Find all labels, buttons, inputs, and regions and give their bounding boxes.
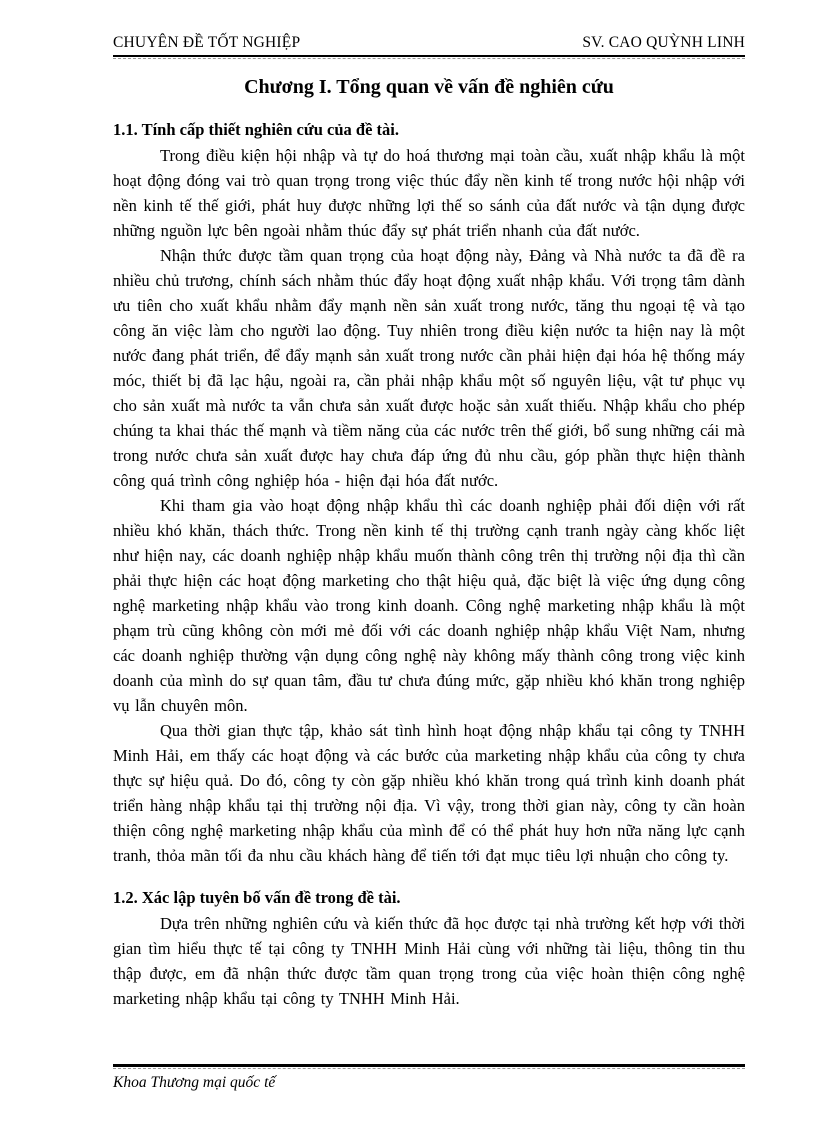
paragraph: Trong điều kiện hội nhập và tự do hoá thương mại toàn cầu, xuất nhập khẩu là một hoạt động đóng vai trò quan trọng trong việc thúc đẩy nền kinh tế trong nước hội nhập với nền kinh tế thế giới, phát huy được những lợi thế so sánh của đất nước và tận dụng được những nguồn lực bên ngoài nhằm thúc đẩy sự phát triển nhanh của đất nước. (113, 146, 745, 240)
paragraph: Khi tham gia vào hoạt động nhập khẩu thì các doanh nghiệp phải đối diện với rất nhiều khó khăn, thách thức. Trong nền kinh tế thị trường cạnh tranh ngày càng khốc liệt như hiện nay, các doanh nghiệp nhập khẩu muốn thành công trên thị trường nội địa thì cần phải thực hiện các hoạt động marketing cho thật hiệu quả, đặc biệt là việc ứng dụng công nghệ marketing nhập khẩu vào trong kinh doanh. Công nghệ marketing nhập khẩu là một phạm trù cũng không còn mới mẻ đối với các doanh nghiệp nhập khẩu Việt Nam, nhưng các doanh nghiệp thường vận dụng công nghệ này không mấy thành công trong việc kinh doanh của mình do sự quan tâm, đầu tư chưa đúng mức, gặp nhiều khó khăn trong nghiệp vụ lẫn chuyên môn. (113, 496, 745, 715)
header-rule-shadow (113, 58, 745, 59)
paragraph: Nhận thức được tầm quan trọng của hoạt động này, Đảng và Nhà nước ta đã đề ra nhiều chủ trương, chính sách nhằm thúc đẩy hoạt động xuất nhập khẩu. Với trọng tâm dành ưu tiên cho xuất khẩu nhằm đẩy mạnh nền sản xuất trong nước, tăng thu ngoại tệ và tạo công ăn việc làm cho người lao động. Tuy nhiên trong điều kiện nước ta hiện nay là một nước đang phát triển, để đẩy mạnh sản xuất trong nước cần phải hiện đại hóa hệ thống máy móc, thiết bị đã lạc hậu, ngoài ra, cần phải nhập khẩu một số nguyên liệu, vật tư phục vụ cho sản xuất mà nước ta vẫn chưa sản xuất được hoặc sản xuất thiếu. Nhập khẩu cho phép chúng ta khai thác thế mạnh và tiềm năng của các nước trên thế giới, bổ sung những cái mà trong nước chưa sản xuất được hay chưa đáp ứng đủ nhu cầu, góp phần thực hiện thành công quá trình công nghiệp hóa - hiện đại hóa đất nước. (113, 246, 745, 490)
section-heading-1-1: 1.1. Tính cấp thiết nghiên cứu của đề tài. (113, 120, 400, 139)
paragraph: Qua thời gian thực tập, khảo sát tình hình hoạt động nhập khẩu tại công ty TNHH Minh Hải, em thấy các hoạt động và các bước của marketing nhập khẩu của công ty chưa thực sự hiệu quả. Do đó, công ty còn gặp nhiều khó khăn trong quá trình kinh doanh phát triển hàng nhập khẩu tại thị trường nội địa. Vì vậy, trong thời gian này, công ty cần hoàn thiện công nghệ marketing nhập khẩu của mình để có thể phát huy hơn nữa năng lực cạnh tranh, thỏa mãn tối đa nhu cầu khách hàng để tiến tới đạt mục tiêu lợi nhuận cho công ty. (113, 721, 745, 865)
footer-text: Khoa Thương mại quốc tế (113, 1074, 276, 1091)
running-header-left: CHUYÊN ĐỀ TỐT NGHIỆP (113, 34, 301, 51)
chapter-title: Chương I. Tổng quan về vấn đề nghiên cứu (244, 76, 614, 98)
page-footer (113, 1064, 745, 1092)
paragraph: Dựa trên những nghiên cứu và kiến thức đã học được tại nhà trường kết hợp với thời gian tìm hiểu thực tế tại công ty TNHH Minh Hải cùng với những tài liệu, thông tin thu thập được, em đã nhận thức được tầm quan trọng trong của việc hoàn thiện công nghệ marketing nhập khẩu tại công ty TNHH Minh Hải. (113, 914, 745, 1008)
running-header (113, 34, 745, 55)
footer-rule (113, 1064, 745, 1067)
page-content (113, 34, 745, 1011)
running-header-right: SV. CAO QUỲNH LINH (582, 34, 745, 51)
section-heading-1-2: 1.2. Xác lập tuyên bố vấn đề trong đề tài. (113, 888, 401, 907)
footer-rule-shadow (113, 1068, 745, 1069)
header-rule (113, 55, 745, 57)
